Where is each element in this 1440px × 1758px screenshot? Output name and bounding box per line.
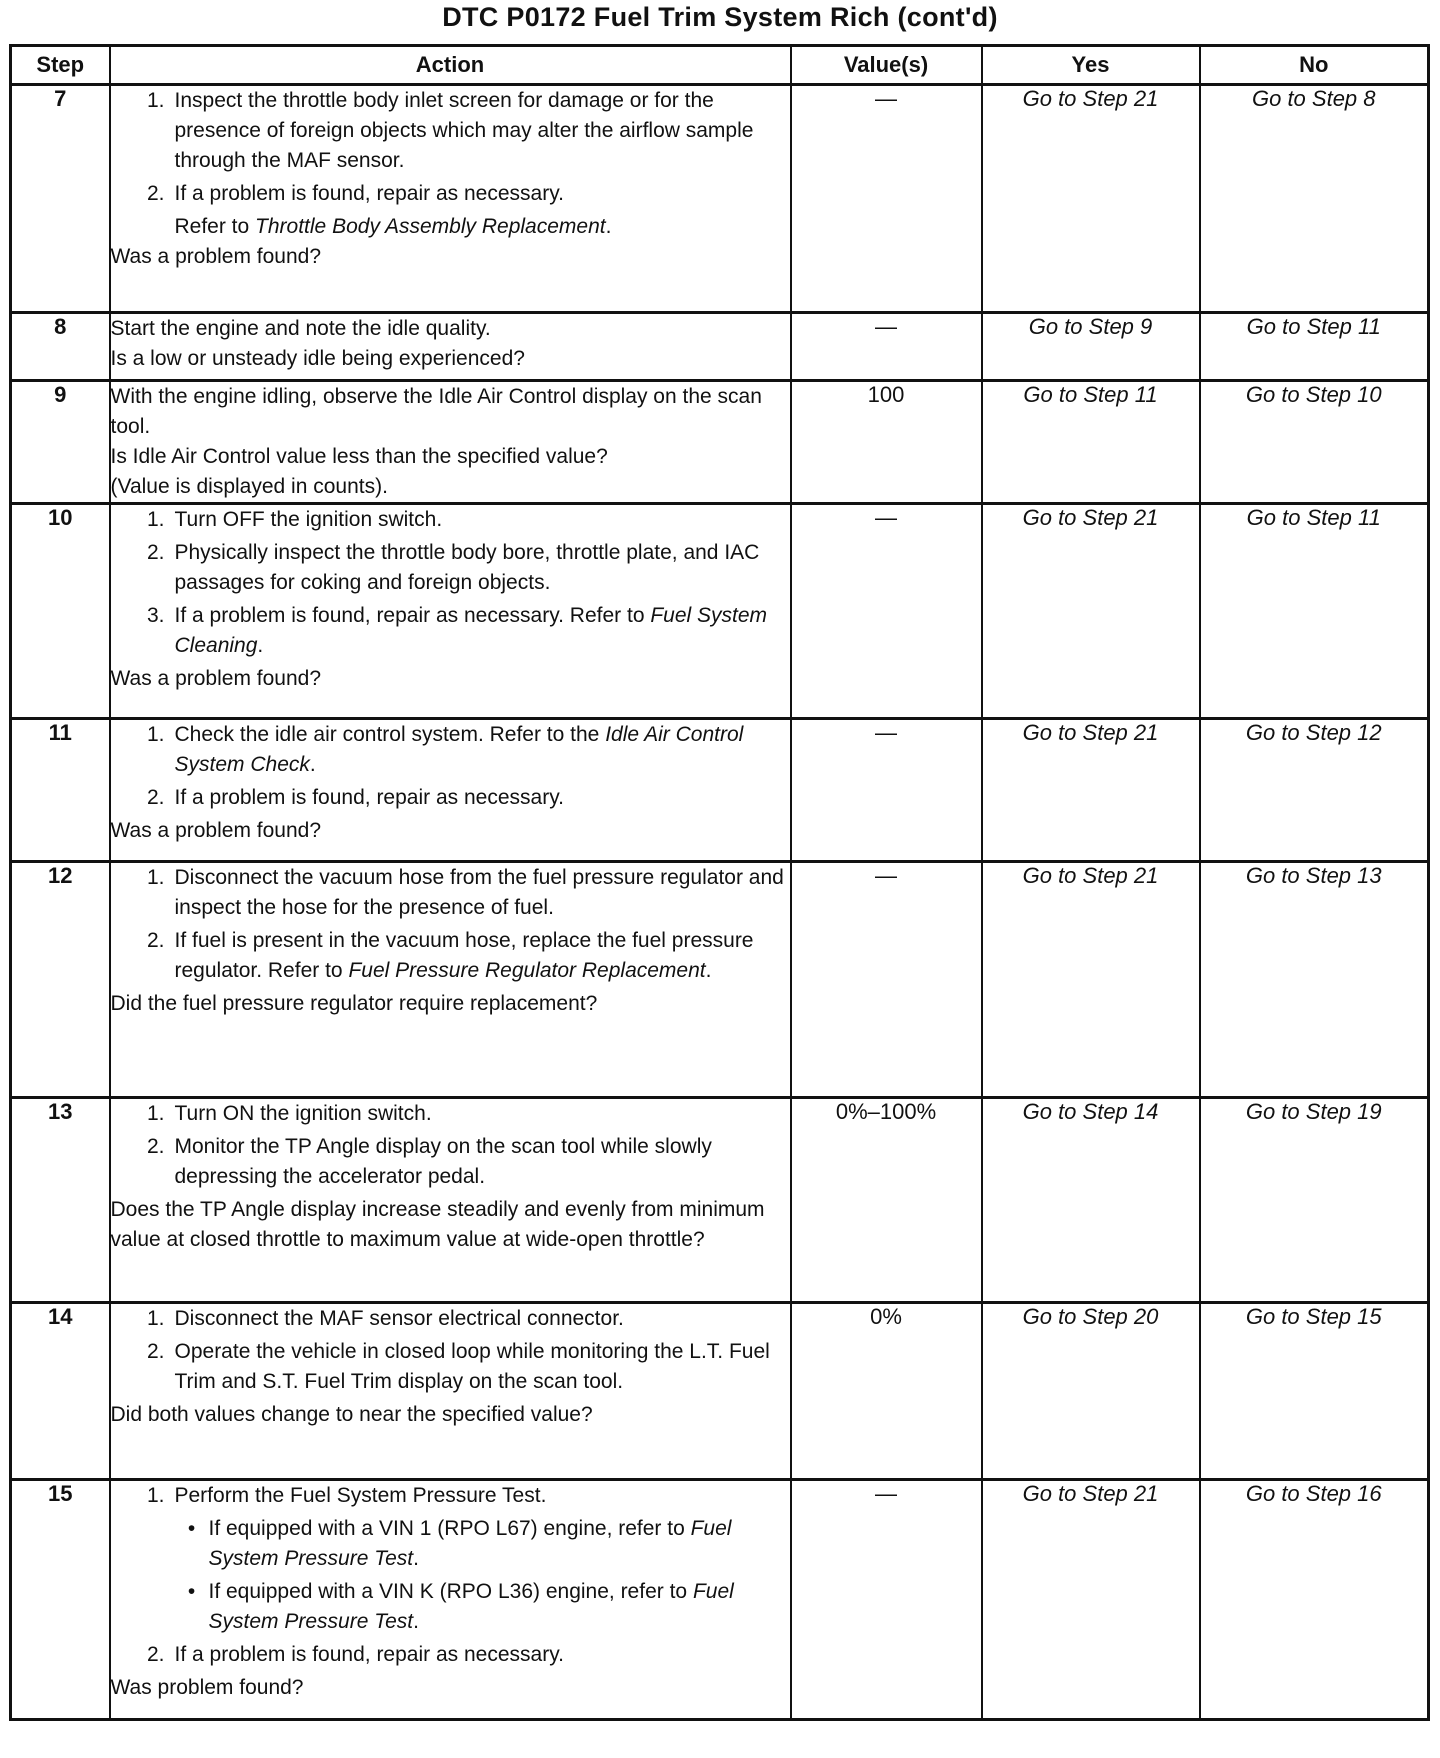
yes-action: Go to Step 20: [982, 1303, 1200, 1480]
action-item: 1. Check the idle air control system. Refer to the Idle Air Control System Check.: [146, 723, 744, 776]
reference-link: Fuel System Pressure Test: [208, 1517, 732, 1570]
question-note: (Value is displayed in counts).: [110, 475, 388, 498]
action-text: Start the engine and note the idle quality.: [110, 317, 491, 340]
no-action: Go to Step 11: [1200, 313, 1429, 381]
step-number: 12: [11, 862, 110, 1098]
action-item: 2. If a problem is found, repair as necessary.: [146, 1643, 564, 1666]
step-number: 14: [11, 1303, 110, 1480]
value-cell: —: [791, 313, 982, 381]
step-number: 11: [11, 719, 110, 862]
action-item: 1. Perform the Fuel System Pressure Test.: [146, 1484, 547, 1507]
reference-link: Fuel System Pressure Test: [208, 1580, 734, 1633]
no-action: Go to Step 11: [1200, 504, 1429, 719]
question: Was a problem found?: [110, 819, 322, 842]
table-row: [11, 719, 1429, 862]
action-item: 2. Physically inspect the throttle body bore, throttle plate, and IAC passages for coking and foreign objects.: [146, 541, 760, 594]
header-value: Value(s): [791, 46, 982, 85]
action-cell: [110, 85, 791, 313]
value-cell: —: [791, 1480, 982, 1720]
action-cell: [110, 862, 791, 1098]
step-number: 15: [11, 1480, 110, 1720]
action-item: 1. Inspect the throttle body inlet screen for damage or for the presence of foreign objects which may alter the airflow sample through the MAF sensor.: [146, 89, 754, 172]
action-cell: [110, 1480, 791, 1720]
bullet-item: • If equipped with a VIN 1 (RPO L67) engine, refer to Fuel System Pressure Test.: [187, 1517, 732, 1570]
action-item: 2. If fuel is present in the vacuum hose, replace the fuel pressure regulator. Refer to Fuel Pressure Regulator Replacement.: [146, 929, 754, 982]
action-item: 1. Turn OFF the ignition switch.: [146, 508, 443, 531]
question: Was problem found?: [110, 1676, 304, 1699]
action-item: 2. If a problem is found, repair as necessary.: [146, 182, 564, 205]
no-action: Go to Step 8: [1200, 85, 1429, 313]
table-row: [11, 504, 1429, 719]
table-row: [11, 313, 1429, 381]
step-number: 7: [11, 85, 110, 313]
yes-action: Go to Step 21: [982, 85, 1200, 313]
value-cell: 0%–100%: [791, 1098, 982, 1303]
reference-link: Fuel Pressure Regulator Replacement: [348, 959, 706, 982]
page-title: DTC P0172 Fuel Trim System Rich (cont'd): [442, 2, 998, 32]
action-item: 2. Operate the vehicle in closed loop while monitoring the L.T. Fuel Trim and S.T. Fuel Trim display on the scan tool.: [146, 1340, 770, 1393]
table-row: [11, 1480, 1429, 1720]
yes-action: Go to Step 11: [982, 381, 1200, 504]
action-item: 1. Turn ON the ignition switch.: [146, 1102, 432, 1125]
no-action: Go to Step 19: [1200, 1098, 1429, 1303]
action-cell: [110, 381, 791, 504]
question: Is a low or unsteady idle being experienced?: [110, 347, 525, 370]
value-cell: —: [791, 85, 982, 313]
yes-action: Go to Step 21: [982, 1480, 1200, 1720]
reference-link: Idle Air Control System Check: [174, 723, 744, 776]
header-yes: Yes: [982, 46, 1200, 85]
bullet-item: • If equipped with a VIN K (RPO L36) engine, refer to Fuel System Pressure Test.: [187, 1580, 734, 1633]
no-action: Go to Step 13: [1200, 862, 1429, 1098]
action-item: 1. Disconnect the MAF sensor electrical connector.: [146, 1307, 624, 1330]
diagnostic-table: [9, 44, 1430, 1721]
step-number: 8: [11, 313, 110, 381]
yes-action: Go to Step 21: [982, 719, 1200, 862]
reference-link: Fuel System Cleaning: [174, 604, 768, 657]
value-cell: 0%: [791, 1303, 982, 1480]
step-number: 13: [11, 1098, 110, 1303]
value-cell: —: [791, 504, 982, 719]
action-item: 1. Disconnect the vacuum hose from the fuel pressure regulator and inspect the hose for the presence of fuel.: [146, 866, 784, 919]
question: Was a problem found?: [110, 245, 322, 268]
yes-action: Go to Step 9: [982, 313, 1200, 381]
header-step: Step: [11, 46, 110, 85]
action-item: 2. Monitor the TP Angle display on the scan tool while slowly depressing the accelerator pedal.: [146, 1135, 712, 1188]
action-cell: [110, 504, 791, 719]
question: Did both values change to near the specified value?: [110, 1403, 593, 1426]
table-row: [11, 381, 1429, 504]
action-cell: [110, 719, 791, 862]
action-item: 2. If a problem is found, repair as necessary.: [146, 786, 564, 809]
table-row: [11, 862, 1429, 1098]
table-row: [11, 1303, 1429, 1480]
value-cell: —: [791, 862, 982, 1098]
action-cell: [110, 313, 791, 381]
table-row: [11, 85, 1429, 313]
reference-line: Refer to Throttle Body Assembly Replacement.: [174, 215, 612, 238]
yes-action: Go to Step 14: [982, 1098, 1200, 1303]
reference-link: Throttle Body Assembly Replacement: [255, 215, 606, 238]
no-action: Go to Step 16: [1200, 1480, 1429, 1720]
no-action: Go to Step 12: [1200, 719, 1429, 862]
question: Is Idle Air Control value less than the specified value?: [110, 445, 608, 468]
table-row: [11, 1098, 1429, 1303]
question: Does the TP Angle display increase steadily and evenly from minimum value at closed throttle to maximum value at wide-open throttle?: [110, 1198, 765, 1251]
question: Did the fuel pressure regulator require replacement?: [110, 992, 598, 1015]
step-number: 10: [11, 504, 110, 719]
step-number: 9: [11, 381, 110, 504]
yes-action: Go to Step 21: [982, 504, 1200, 719]
action-text: With the engine idling, observe the Idle Air Control display on the scan tool.: [110, 385, 762, 438]
yes-action: Go to Step 21: [982, 862, 1200, 1098]
no-action: Go to Step 10: [1200, 381, 1429, 504]
action-item: 3. If a problem is found, repair as necessary. Refer to Fuel System Cleaning.: [146, 604, 768, 657]
header-no: No: [1200, 46, 1429, 85]
action-cell: [110, 1303, 791, 1480]
value-cell: —: [791, 719, 982, 862]
action-cell: [110, 1098, 791, 1303]
no-action: Go to Step 15: [1200, 1303, 1429, 1480]
value-cell: 100: [791, 381, 982, 504]
table-header-row: [11, 46, 1429, 85]
header-action: Action: [110, 46, 791, 85]
question: Was a problem found?: [110, 667, 322, 690]
